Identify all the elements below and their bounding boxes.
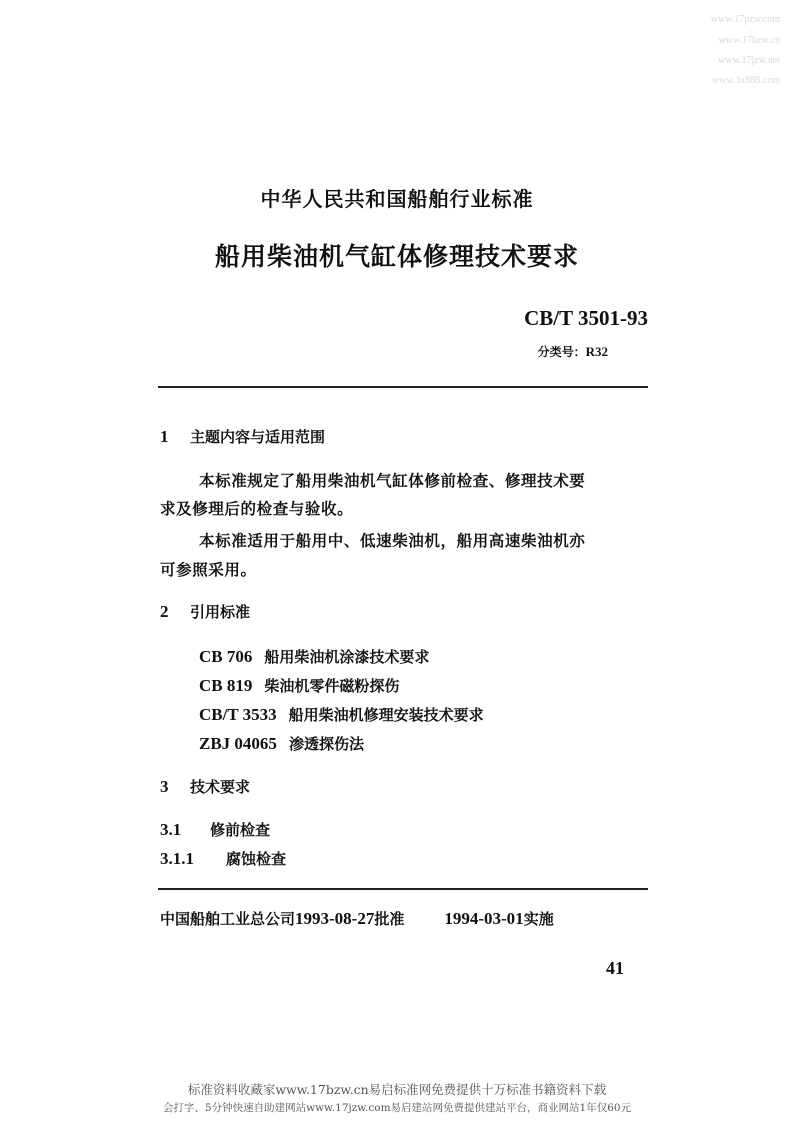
section-title: 引用标准: [190, 603, 251, 621]
reference-item: [199, 646, 429, 667]
paragraph-line: 求及修理后的检查与验收。: [160, 500, 354, 518]
paragraph-line: 可参照采用。: [160, 561, 257, 579]
section-number: 3: [160, 777, 169, 796]
subsection-3-1-heading: [160, 819, 270, 840]
approve-date: 1993-08-27: [295, 909, 375, 928]
reference-title: 船用柴油机修理安装技术要求: [288, 706, 484, 724]
industry-standard-heading: 中华人民共和国船舶行业标准: [260, 187, 534, 211]
effective-date: 1994-03-01: [444, 909, 524, 928]
standard-number: CB/T 3501-93: [524, 306, 648, 330]
reference-title: 渗透探伤法: [288, 735, 364, 753]
effective-label: 实施: [523, 910, 554, 928]
paragraph-line: 本标准规定了船用柴油机气缸体修前检查、修理技术要: [199, 472, 586, 490]
section-number: 1: [160, 427, 169, 446]
reference-item: [199, 675, 399, 696]
issuer: 中国船舶工业总公司: [160, 910, 296, 928]
subsection-title: 修前检查: [210, 821, 271, 839]
classification-number: [538, 343, 608, 360]
watermark-line: www.17pzw.com: [710, 14, 780, 25]
subsection-title: 腐蚀检查: [226, 850, 287, 868]
reference-item: [199, 733, 364, 754]
section-2-heading: [160, 601, 250, 622]
header-rule: [158, 386, 648, 388]
reference-title: 船用柴油机涂漆技术要求: [264, 648, 430, 666]
reference-code: CB 819: [199, 676, 253, 695]
paragraph-line: 本标准适用于船用中、低速柴油机，船用高速柴油机亦: [199, 532, 586, 550]
document-title: 船用柴油机气缸体修理技术要求: [214, 242, 579, 271]
page-number: 41: [606, 958, 624, 978]
section-title: 主题内容与适用范围: [190, 428, 326, 446]
watermark-line: www.17bzw.cn: [718, 35, 780, 46]
reference-code: CB 706: [199, 647, 253, 666]
reference-code: CB/T 3533: [199, 705, 277, 724]
site-banner-line: 会打字、5分钟快速自助建网站www.17jzw.com易启建站网免费提供建站平台，商业网站1年仅60元: [162, 1102, 632, 1114]
section-1-heading: [160, 426, 325, 447]
footer-rule: [158, 888, 648, 890]
section-number: 2: [160, 602, 169, 621]
approve-label: 批准: [374, 910, 405, 928]
section-title: 技术要求: [190, 778, 251, 796]
reference-item: [199, 704, 484, 725]
reference-code: ZBJ 04065: [199, 734, 277, 753]
subsection-3-1-1-heading: [160, 848, 286, 869]
subsection-number: 3.1.1: [160, 849, 194, 868]
watermark-line: www.3x888.com: [711, 75, 780, 86]
watermark-line: www.17jzw.net: [717, 55, 780, 66]
classification-value: R32: [585, 344, 608, 359]
approval-line: [160, 908, 554, 929]
section-3-heading: [160, 776, 250, 797]
classification-label: 分类号：: [537, 345, 586, 359]
reference-title: 柴油机零件磁粉探伤: [264, 677, 400, 695]
site-banner-line: 标准资料收藏家www.17bzw.cn易启标准网免费提供十万标准书籍资料下载: [187, 1082, 607, 1097]
subsection-number: 3.1: [160, 820, 182, 839]
